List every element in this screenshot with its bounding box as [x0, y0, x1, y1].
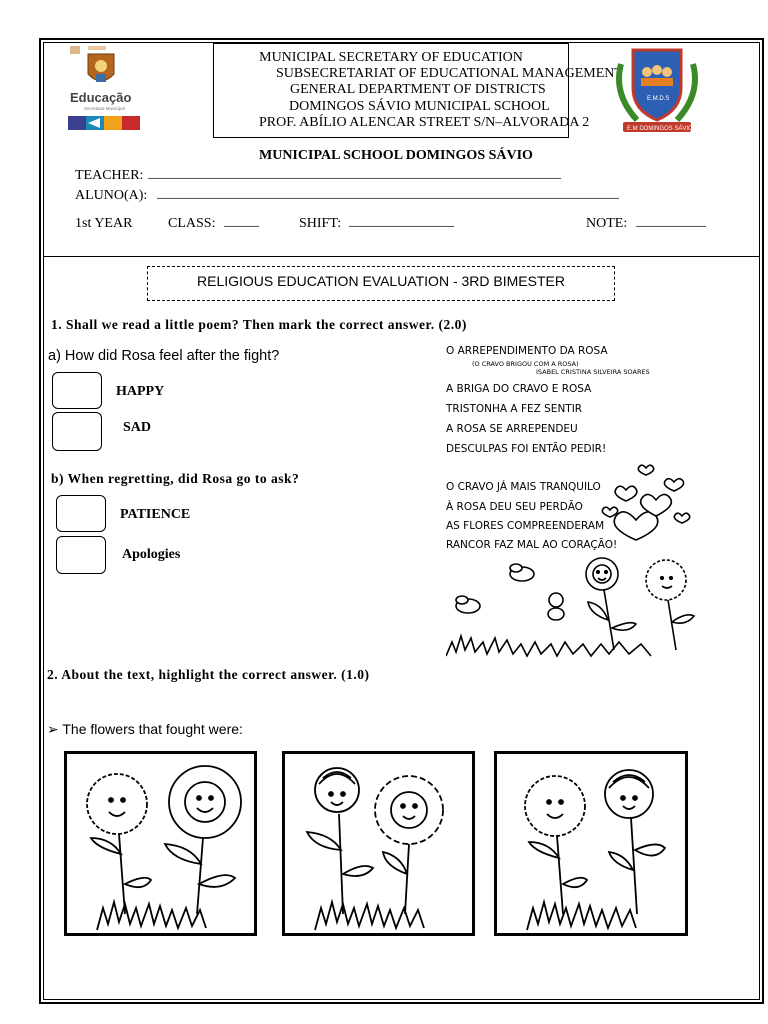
poem-line: À ROSA DEU SEU PERDÃO — [446, 501, 583, 513]
option-happy-label: HAPPY — [116, 384, 165, 399]
student-label: ALUNO(A): — [75, 188, 148, 203]
institution-line-1: MUNICIPAL SECRETARY OF EDUCATION — [259, 50, 523, 65]
question-2-prompt: 2. About the text, highlight the correct answer. (1.0) — [47, 667, 370, 682]
teacher-label: TEACHER: — [75, 168, 144, 183]
teacher-field[interactable]: ___________________________________________________________ — [148, 166, 561, 181]
poem-line: TRISTONHA A FEZ SENTIR — [446, 403, 583, 415]
option-apologies-checkbox[interactable] — [56, 536, 106, 574]
institution-line-3: GENERAL DEPARTMENT OF DISTRICTS — [290, 82, 546, 97]
institution-line-4: DOMINGOS SÁVIO MUNICIPAL SCHOOL — [289, 99, 550, 114]
shift-label: SHIFT: — [299, 216, 342, 231]
poem-illustration — [446, 460, 706, 660]
class-field[interactable]: _____ — [224, 214, 259, 229]
year-label: 1st YEAR — [75, 216, 133, 231]
option-happy-checkbox[interactable] — [52, 372, 102, 409]
question-1a-prompt: a) How did Rosa feel after the fight? — [48, 348, 280, 364]
answer-option-carnation-sunflower[interactable] — [64, 751, 257, 936]
svg-text:Educação: Educação — [70, 90, 132, 105]
shift-field[interactable]: _______________ — [349, 214, 454, 229]
option-patience-label: PATIENCE — [120, 507, 191, 522]
school-title: MUNICIPAL SCHOOL DOMINGOS SÁVIO — [259, 148, 533, 163]
question-1b-prompt: b) When regretting, did Rosa go to ask? — [51, 471, 300, 486]
poem-title: O ARREPENDIMENTO DA ROSA — [446, 345, 608, 357]
institution-line-2: SUBSECRETARIAT OF EDUCATIONAL MANAGEMENT — [276, 66, 623, 81]
institution-line-5: PROF. ABÍLIO ALENCAR STREET S/N–ALVORADA 2 — [259, 115, 590, 130]
question-1-prompt: 1. Shall we read a little poem? Then mark the correct answer. (2.0) — [51, 317, 467, 332]
poem-line: RANCOR FAZ MAL AO CORAÇÃO! — [446, 539, 618, 551]
svg-text:E.M DOMINGOS SÁVIO: E.M DOMINGOS SÁVIO — [627, 126, 693, 132]
answer-option-carnation-rose[interactable] — [494, 751, 688, 936]
poem-line: AS FLORES COMPREENDERAM — [446, 520, 605, 532]
note-field[interactable]: __________ — [636, 214, 706, 229]
question-2-bullet: ➢ The flowers that fought were: — [47, 721, 243, 737]
header-separator — [43, 256, 760, 257]
poem-subtitle: (O CRAVO BRIGOU COM A ROSA) — [472, 360, 579, 368]
education-logo — [66, 44, 142, 132]
poem-line: DESCULPAS FOI ENTÃO PEDIR! — [446, 443, 607, 455]
option-patience-checkbox[interactable] — [56, 495, 106, 532]
poem-line: A BRIGA DO CRAVO E ROSA — [446, 383, 592, 395]
svg-text:Secretaria Municipal: Secretaria Municipal — [84, 106, 125, 111]
student-field[interactable]: __________________________________________________________________ — [157, 186, 619, 201]
option-apologies-label: Apologies — [122, 547, 181, 562]
poem-author: ISABEL CRISTINA SILVEIRA SOARES — [536, 368, 650, 376]
institution-header-box — [213, 43, 623, 138]
school-crest-logo — [611, 44, 703, 136]
poem-line: A ROSA SE ARREPENDEU — [446, 423, 578, 435]
note-label: NOTE: — [586, 216, 628, 231]
svg-text:E.M.D.S: E.M.D.S — [647, 96, 670, 102]
option-sad-checkbox[interactable] — [52, 412, 102, 451]
answer-option-rose-daisy[interactable] — [282, 751, 475, 936]
poem-line: O CRAVO JÁ MAIS TRANQUILO — [446, 481, 601, 493]
option-sad-label: SAD — [123, 420, 152, 435]
evaluation-title: RELIGIOUS EDUCATION EVALUATION - 3RD BIMESTER — [147, 266, 615, 301]
class-label: CLASS: — [168, 216, 216, 231]
